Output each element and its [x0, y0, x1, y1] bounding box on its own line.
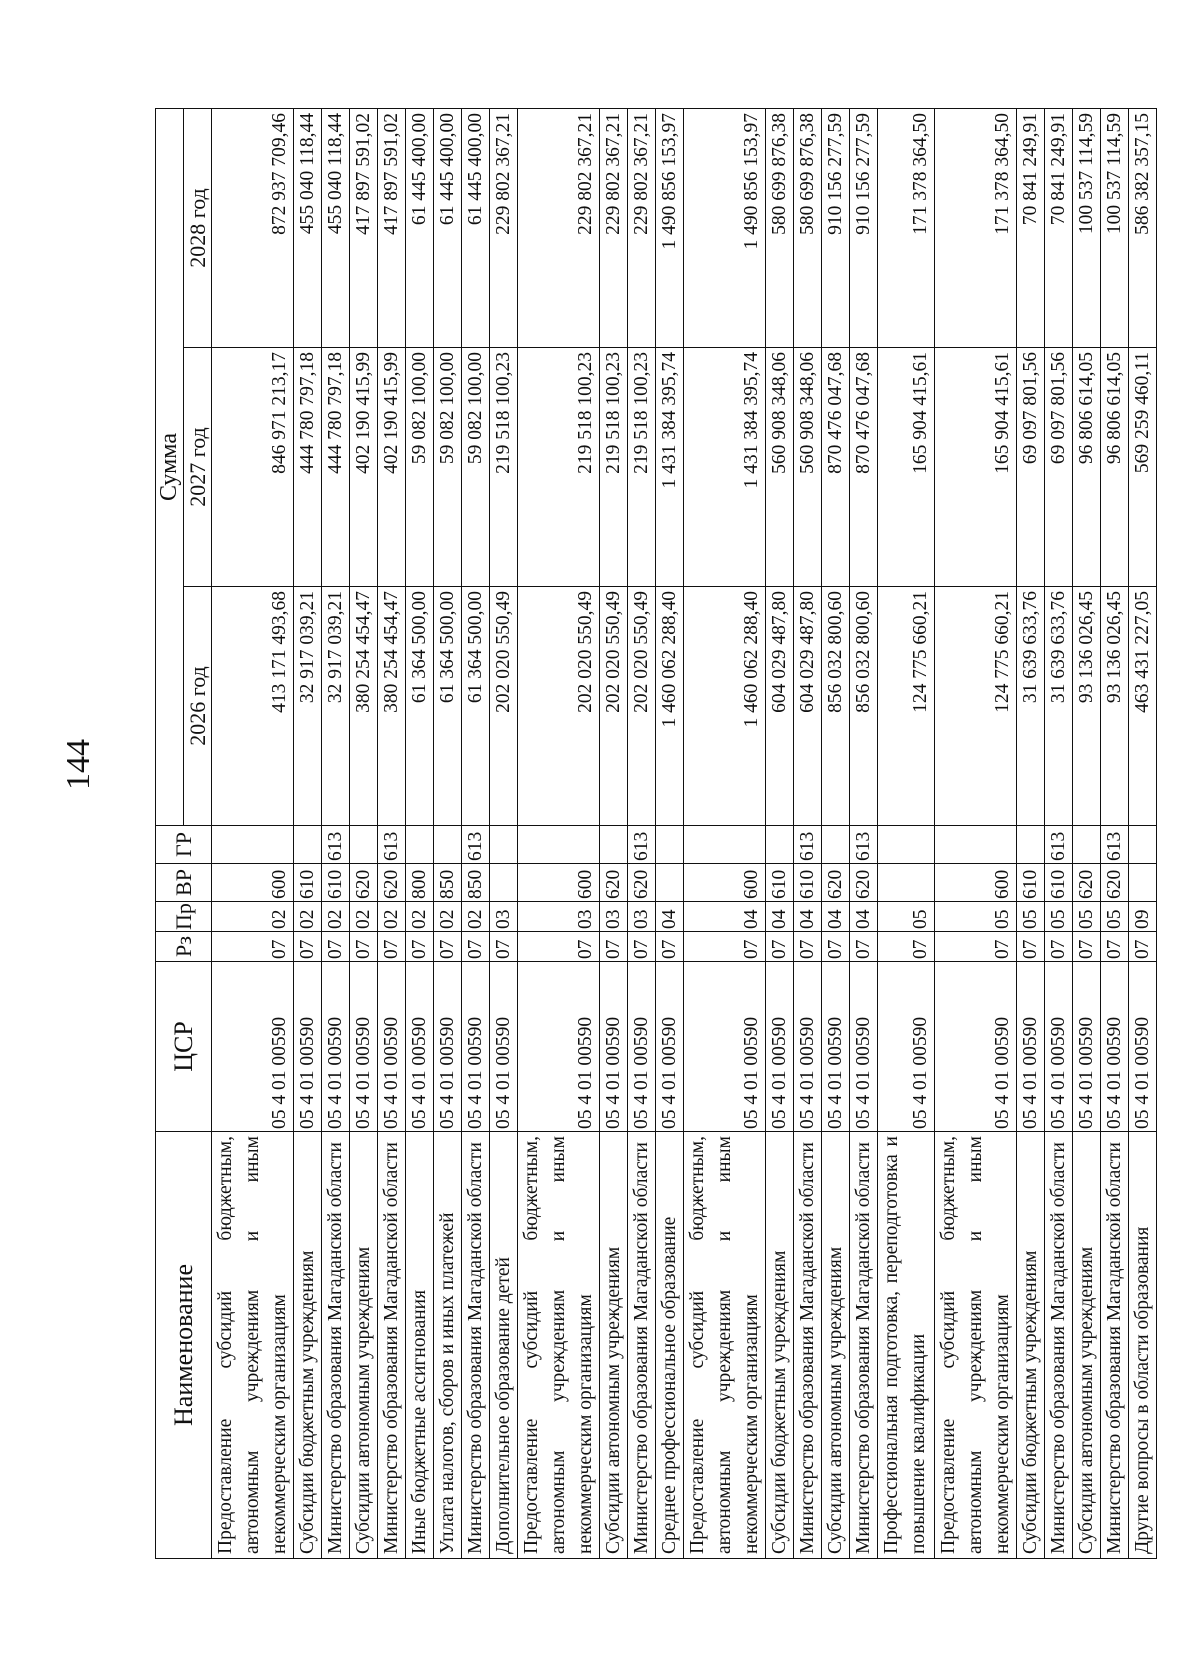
cell-2027: 1 431 384 395,74	[656, 348, 684, 587]
cell-name: Другие вопросы в области образования	[1129, 1132, 1157, 1559]
cell-2026: 124 775 660,21	[878, 587, 935, 826]
table-row	[935, 109, 1017, 1559]
cell-2026: 61 364 500,00	[462, 587, 490, 826]
cell-vr: 600	[935, 864, 1017, 902]
cell-2027: 96 806 614,05	[1101, 348, 1129, 587]
table-row	[434, 109, 462, 1559]
cell-pr: 05	[935, 902, 1017, 932]
cell-pr: 02	[322, 902, 350, 932]
cell-2026: 1 460 062 288,40	[656, 587, 684, 826]
cell-2027: 59 082 100,00	[406, 348, 434, 587]
cell-vr: 620	[850, 864, 878, 902]
cell-2026: 380 254 454,47	[350, 587, 378, 826]
cell-2027: 96 806 614,05	[1073, 348, 1101, 587]
cell-gr	[684, 826, 766, 864]
cell-rz: 07	[1129, 932, 1157, 962]
cell-2028: 70 841 249,91	[1045, 109, 1073, 348]
header-pr: Пр	[156, 902, 212, 932]
cell-vr	[878, 864, 935, 902]
cell-2027: 870 476 047,68	[850, 348, 878, 587]
cell-pr: 02	[434, 902, 462, 932]
cell-csr: 05 4 01 00590	[350, 962, 378, 1132]
cell-csr: 05 4 01 00590	[794, 962, 822, 1132]
cell-2026: 31 639 633,76	[1017, 587, 1045, 826]
cell-gr	[1017, 826, 1045, 864]
cell-2026: 380 254 454,47	[378, 587, 406, 826]
cell-rz: 07	[794, 932, 822, 962]
cell-2028: 910 156 277,59	[822, 109, 850, 348]
cell-2026: 202 020 550,49	[490, 587, 518, 826]
cell-2028: 171 378 364,50	[935, 109, 1017, 348]
cell-name: Субсидии автономным учреждениям	[350, 1132, 378, 1559]
cell-rz: 07	[490, 932, 518, 962]
cell-name: Субсидии автономным учреждениям	[822, 1132, 850, 1559]
cell-pr: 09	[1129, 902, 1157, 932]
cell-rz: 07	[878, 932, 935, 962]
cell-gr	[518, 826, 600, 864]
cell-2027: 59 082 100,00	[462, 348, 490, 587]
cell-2027: 165 904 415,61	[878, 348, 935, 587]
cell-pr: 03	[628, 902, 656, 932]
cell-csr: 05 4 01 00590	[935, 962, 1017, 1132]
cell-2028: 229 802 367,21	[628, 109, 656, 348]
cell-2028: 580 699 876,38	[766, 109, 794, 348]
cell-vr: 620	[822, 864, 850, 902]
cell-gr	[600, 826, 628, 864]
cell-rz: 07	[518, 932, 600, 962]
cell-2026: 93 136 026,45	[1101, 587, 1129, 826]
cell-csr: 05 4 01 00590	[600, 962, 628, 1132]
table-row	[462, 109, 490, 1559]
page-number: 144	[60, 739, 97, 790]
cell-2028: 171 378 364,50	[878, 109, 935, 348]
cell-vr: 800	[406, 864, 434, 902]
cell-2028: 61 445 400,00	[462, 109, 490, 348]
cell-vr: 600	[212, 864, 294, 902]
cell-2026: 202 020 550,49	[600, 587, 628, 826]
table-row	[766, 109, 794, 1559]
cell-gr: 613	[1045, 826, 1073, 864]
table-row	[794, 109, 822, 1559]
cell-pr: 05	[1101, 902, 1129, 932]
cell-2027: 69 097 801,56	[1017, 348, 1045, 587]
cell-2026: 604 029 487,80	[766, 587, 794, 826]
cell-gr: 613	[850, 826, 878, 864]
cell-csr: 05 4 01 00590	[656, 962, 684, 1132]
cell-csr: 05 4 01 00590	[378, 962, 406, 1132]
table-row	[378, 109, 406, 1559]
cell-pr: 02	[462, 902, 490, 932]
cell-pr: 04	[766, 902, 794, 932]
cell-2027: 560 908 348,06	[766, 348, 794, 587]
cell-2027: 219 518 100,23	[490, 348, 518, 587]
cell-name: Министерство образования Магаданской области	[794, 1132, 822, 1559]
cell-pr: 02	[212, 902, 294, 932]
cell-rz: 07	[822, 932, 850, 962]
cell-2028: 229 802 367,21	[518, 109, 600, 348]
cell-csr: 05 4 01 00590	[1101, 962, 1129, 1132]
cell-pr: 02	[378, 902, 406, 932]
cell-2028: 229 802 367,21	[600, 109, 628, 348]
cell-2028: 100 537 114,59	[1073, 109, 1101, 348]
cell-pr: 04	[656, 902, 684, 932]
cell-pr: 05	[1017, 902, 1045, 932]
cell-name: Министерство образования Магаданской области	[462, 1132, 490, 1559]
cell-name: Министерство образования Магаданской области	[1045, 1132, 1073, 1559]
header-year-2028: 2028 год	[184, 109, 212, 348]
cell-gr	[935, 826, 1017, 864]
cell-2028: 229 802 367,21	[490, 109, 518, 348]
cell-2026: 604 029 487,80	[794, 587, 822, 826]
cell-rz: 07	[850, 932, 878, 962]
table-row	[1017, 109, 1045, 1559]
cell-2028: 586 382 357,15	[1129, 109, 1157, 348]
cell-pr: 02	[294, 902, 322, 932]
cell-rz: 07	[294, 932, 322, 962]
cell-gr	[350, 826, 378, 864]
cell-name: Предоставление субсидий бюджетным, автономным учреждениям и иным некоммерческим организациям	[518, 1132, 600, 1559]
cell-2027: 444 780 797,18	[294, 348, 322, 587]
cell-csr: 05 4 01 00590	[406, 962, 434, 1132]
cell-2028: 70 841 249,91	[1017, 109, 1045, 348]
cell-rz: 07	[378, 932, 406, 962]
cell-gr	[294, 826, 322, 864]
cell-2027: 402 190 415,99	[350, 348, 378, 587]
cell-2027: 59 082 100,00	[434, 348, 462, 587]
cell-pr: 05	[1045, 902, 1073, 932]
cell-rz: 07	[1073, 932, 1101, 962]
table-row	[822, 109, 850, 1559]
cell-name: Среднее профессиональное образование	[656, 1132, 684, 1559]
cell-2026: 32 917 039,21	[322, 587, 350, 826]
cell-pr: 03	[518, 902, 600, 932]
table-body	[212, 109, 1157, 1559]
header-sum: Сумма	[156, 109, 184, 826]
cell-rz: 07	[1101, 932, 1129, 962]
cell-vr	[656, 864, 684, 902]
cell-vr: 620	[1073, 864, 1101, 902]
cell-pr: 05	[878, 902, 935, 932]
cell-name: Предоставление субсидий бюджетным, автономным учреждениям и иным некоммерческим организациям	[212, 1132, 294, 1559]
cell-rz: 07	[600, 932, 628, 962]
cell-2027: 569 259 460,11	[1129, 348, 1157, 587]
cell-2026: 856 032 800,60	[822, 587, 850, 826]
cell-name: Профессиональная подготовка, переподготовка и повышение квалификации	[878, 1132, 935, 1559]
table-row	[1101, 109, 1129, 1559]
cell-2028: 61 445 400,00	[406, 109, 434, 348]
cell-csr: 05 4 01 00590	[294, 962, 322, 1132]
cell-gr	[822, 826, 850, 864]
cell-csr: 05 4 01 00590	[822, 962, 850, 1132]
cell-pr: 05	[1073, 902, 1101, 932]
cell-2026: 93 136 026,45	[1073, 587, 1101, 826]
cell-gr	[656, 826, 684, 864]
cell-csr: 05 4 01 00590	[434, 962, 462, 1132]
cell-gr	[878, 826, 935, 864]
table-row	[212, 109, 294, 1559]
table-row	[490, 109, 518, 1559]
cell-vr: 850	[434, 864, 462, 902]
cell-2027: 444 780 797,18	[322, 348, 350, 587]
table-row	[850, 109, 878, 1559]
cell-pr: 04	[684, 902, 766, 932]
cell-2027: 846 971 213,17	[212, 348, 294, 587]
cell-2026: 124 775 660,21	[935, 587, 1017, 826]
cell-csr: 05 4 01 00590	[490, 962, 518, 1132]
cell-gr	[490, 826, 518, 864]
cell-csr: 05 4 01 00590	[212, 962, 294, 1132]
header-vr: ВР	[156, 864, 212, 902]
cell-name: Субсидии бюджетным учреждениям	[294, 1132, 322, 1559]
cell-vr	[1129, 864, 1157, 902]
cell-rz: 07	[350, 932, 378, 962]
cell-vr: 600	[518, 864, 600, 902]
cell-2026: 202 020 550,49	[628, 587, 656, 826]
cell-rz: 07	[1017, 932, 1045, 962]
table-row	[878, 109, 935, 1559]
cell-name: Предоставление субсидий бюджетным, автономным учреждениям и иным некоммерческим организациям	[684, 1132, 766, 1559]
cell-2028: 100 537 114,59	[1101, 109, 1129, 348]
cell-csr: 05 4 01 00590	[1073, 962, 1101, 1132]
cell-vr: 610	[794, 864, 822, 902]
cell-vr: 620	[600, 864, 628, 902]
cell-2026: 61 364 500,00	[434, 587, 462, 826]
table-row	[1129, 109, 1157, 1559]
table-row	[294, 109, 322, 1559]
table-row	[518, 109, 600, 1559]
header-name: Наименование	[156, 1132, 212, 1559]
cell-gr: 613	[1101, 826, 1129, 864]
cell-pr: 03	[600, 902, 628, 932]
cell-2026: 1 460 062 288,40	[684, 587, 766, 826]
cell-vr: 620	[628, 864, 656, 902]
cell-rz: 07	[628, 932, 656, 962]
table-header	[156, 109, 212, 1559]
cell-gr: 613	[462, 826, 490, 864]
cell-name: Иные бюджетные ассигнования	[406, 1132, 434, 1559]
cell-2028: 455 040 118,44	[294, 109, 322, 348]
cell-name: Субсидии бюджетным учреждениям	[1017, 1132, 1045, 1559]
cell-2028: 910 156 277,59	[850, 109, 878, 348]
cell-pr: 04	[822, 902, 850, 932]
cell-2027: 1 431 384 395,74	[684, 348, 766, 587]
table-row	[350, 109, 378, 1559]
cell-name: Субсидии автономным учреждениям	[1073, 1132, 1101, 1559]
cell-vr: 610	[1045, 864, 1073, 902]
cell-vr: 610	[294, 864, 322, 902]
cell-pr: 04	[850, 902, 878, 932]
cell-vr: 610	[322, 864, 350, 902]
cell-vr: 620	[378, 864, 406, 902]
table-row	[406, 109, 434, 1559]
cell-rz: 07	[1045, 932, 1073, 962]
cell-gr	[1073, 826, 1101, 864]
cell-csr: 05 4 01 00590	[1017, 962, 1045, 1132]
cell-csr: 05 4 01 00590	[766, 962, 794, 1132]
cell-vr: 850	[462, 864, 490, 902]
cell-2028: 455 040 118,44	[322, 109, 350, 348]
cell-2027: 69 097 801,56	[1045, 348, 1073, 587]
cell-rz: 07	[656, 932, 684, 962]
cell-2027: 219 518 100,23	[600, 348, 628, 587]
cell-2028: 580 699 876,38	[794, 109, 822, 348]
cell-csr: 05 4 01 00590	[1129, 962, 1157, 1132]
cell-name: Предоставление субсидий бюджетным, автономным учреждениям и иным некоммерческим организациям	[935, 1132, 1017, 1559]
cell-gr: 613	[378, 826, 406, 864]
cell-rz: 07	[462, 932, 490, 962]
cell-pr: 02	[350, 902, 378, 932]
cell-name: Министерство образования Магаданской области	[628, 1132, 656, 1559]
cell-csr: 05 4 01 00590	[518, 962, 600, 1132]
header-csr: ЦСР	[156, 962, 212, 1132]
cell-name: Министерство образования Магаданской области	[322, 1132, 350, 1559]
budget-table	[155, 108, 1157, 1559]
table-row	[628, 109, 656, 1559]
cell-rz: 07	[212, 932, 294, 962]
cell-rz: 07	[434, 932, 462, 962]
cell-name: Уплата налогов, сборов и иных платежей	[434, 1132, 462, 1559]
cell-gr	[766, 826, 794, 864]
cell-name: Министерство образования Магаданской области	[850, 1132, 878, 1559]
cell-rz: 07	[935, 932, 1017, 962]
cell-2028: 1 490 856 153,97	[684, 109, 766, 348]
cell-rz: 07	[766, 932, 794, 962]
cell-rz: 07	[406, 932, 434, 962]
cell-csr: 05 4 01 00590	[1045, 962, 1073, 1132]
cell-2028: 417 897 591,02	[350, 109, 378, 348]
table-row	[1073, 109, 1101, 1559]
cell-name: Субсидии бюджетным учреждениям	[766, 1132, 794, 1559]
cell-2026: 413 171 493,68	[212, 587, 294, 826]
cell-gr	[212, 826, 294, 864]
table-row	[322, 109, 350, 1559]
cell-rz: 07	[684, 932, 766, 962]
cell-2028: 1 490 856 153,97	[656, 109, 684, 348]
cell-vr: 610	[1017, 864, 1045, 902]
cell-vr: 610	[766, 864, 794, 902]
cell-gr	[1129, 826, 1157, 864]
rotated-table-wrapper	[155, 109, 1153, 1559]
cell-csr: 05 4 01 00590	[628, 962, 656, 1132]
cell-2026: 463 431 227,05	[1129, 587, 1157, 826]
cell-csr: 05 4 01 00590	[462, 962, 490, 1132]
cell-rz: 07	[322, 932, 350, 962]
cell-2026: 31 639 633,76	[1045, 587, 1073, 826]
header-gr: ГР	[156, 826, 212, 864]
header-year-2027: 2027 год	[184, 348, 212, 587]
cell-2026: 32 917 039,21	[294, 587, 322, 826]
cell-2026: 61 364 500,00	[406, 587, 434, 826]
cell-2027: 165 904 415,61	[935, 348, 1017, 587]
cell-name: Субсидии автономным учреждениям	[600, 1132, 628, 1559]
cell-2027: 219 518 100,23	[518, 348, 600, 587]
cell-pr: 02	[406, 902, 434, 932]
cell-2028: 61 445 400,00	[434, 109, 462, 348]
cell-csr: 05 4 01 00590	[684, 962, 766, 1132]
cell-name: Дополнительное образование детей	[490, 1132, 518, 1559]
table-row	[656, 109, 684, 1559]
cell-gr: 613	[628, 826, 656, 864]
table-row	[1045, 109, 1073, 1559]
cell-vr	[490, 864, 518, 902]
cell-name: Министерство образования Магаданской области	[378, 1132, 406, 1559]
cell-2027: 219 518 100,23	[628, 348, 656, 587]
cell-2027: 560 908 348,06	[794, 348, 822, 587]
cell-csr: 05 4 01 00590	[878, 962, 935, 1132]
cell-gr	[434, 826, 462, 864]
header-rz: Рз	[156, 932, 212, 962]
cell-2027: 870 476 047,68	[822, 348, 850, 587]
cell-2027: 402 190 415,99	[378, 348, 406, 587]
cell-2026: 202 020 550,49	[518, 587, 600, 826]
cell-csr: 05 4 01 00590	[322, 962, 350, 1132]
table-row	[600, 109, 628, 1559]
cell-gr: 613	[794, 826, 822, 864]
cell-csr: 05 4 01 00590	[850, 962, 878, 1132]
cell-2028: 872 937 709,46	[212, 109, 294, 348]
cell-2028: 417 897 591,02	[378, 109, 406, 348]
cell-pr: 04	[794, 902, 822, 932]
cell-gr: 613	[322, 826, 350, 864]
cell-2026: 856 032 800,60	[850, 587, 878, 826]
cell-pr: 03	[490, 902, 518, 932]
header-year-2026: 2026 год	[184, 587, 212, 826]
cell-name: Министерство образования Магаданской области	[1101, 1132, 1129, 1559]
table-row	[684, 109, 766, 1559]
cell-gr	[406, 826, 434, 864]
cell-vr: 600	[684, 864, 766, 902]
cell-vr: 620	[1101, 864, 1129, 902]
cell-vr: 620	[350, 864, 378, 902]
